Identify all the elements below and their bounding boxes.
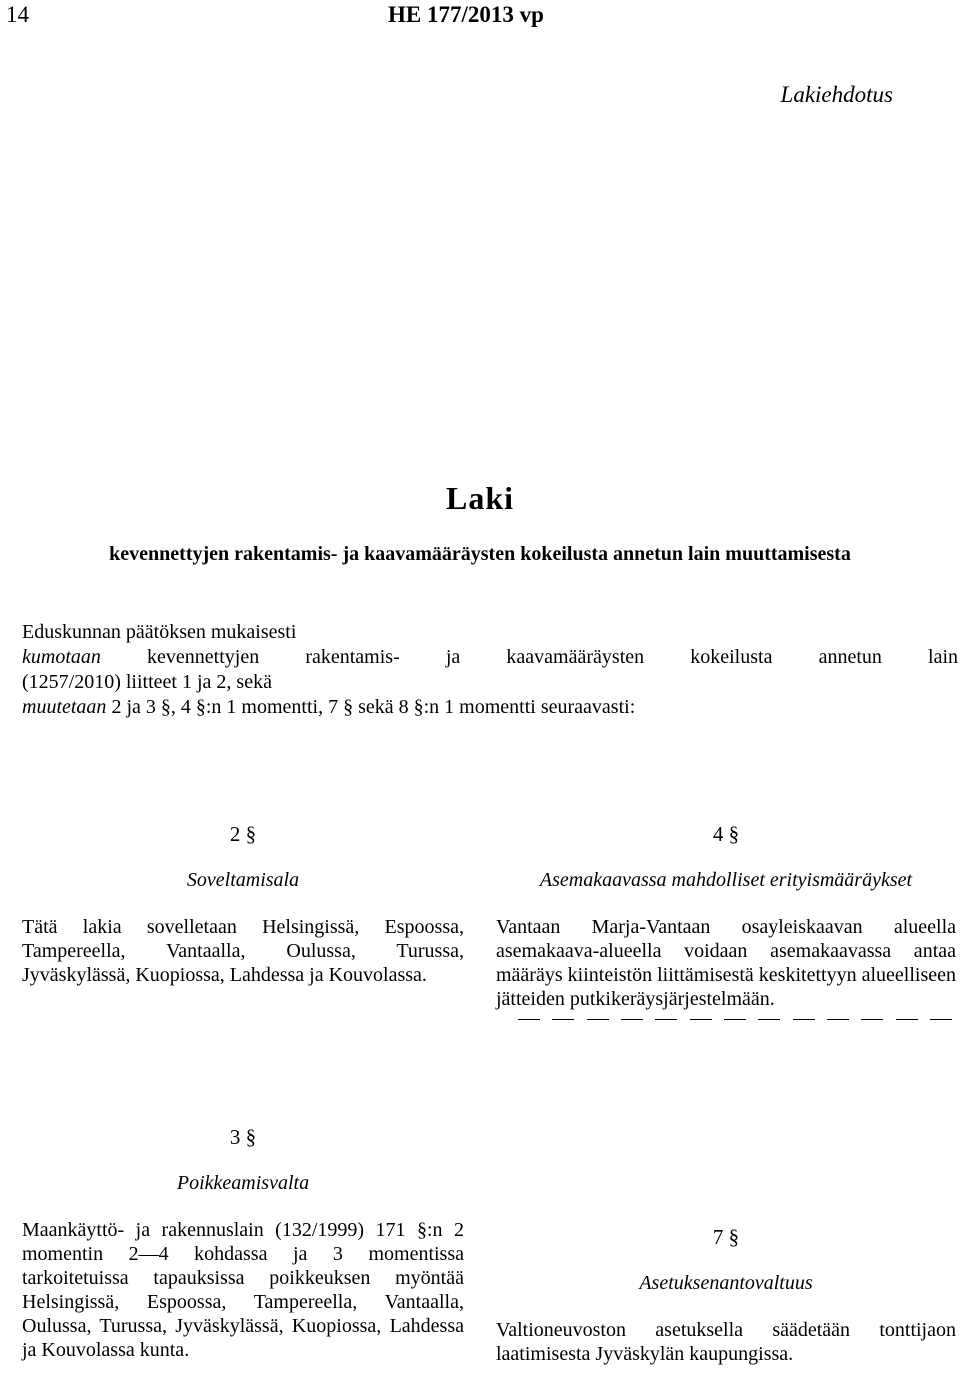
repeal-line-2: (1257/2010) liitteet 1 ja 2, sekä: [22, 671, 272, 693]
draft-label: Lakiehdotus: [780, 82, 893, 107]
section-3: [22, 1125, 464, 1362]
document-id: HE 177/2013 vp: [388, 2, 544, 27]
law-subtitle: kevennettyjen rakentamis- ja kaavamääräysten kokeilusta annetun lain muuttamisesta: [109, 543, 851, 565]
amend-text: 2 ja 3 §, 4 §:n 1 momentti, 7 § sekä 8 §:n 1 momentti seuraavasti:: [111, 696, 636, 718]
section-2: [22, 822, 464, 987]
section-body: Vantaan Marja-Vantaan osayleiskaavan alueella asemakaava-alueella voidaan asemakaavassa antaa määräys kiinteistön liittämisestä keskitettyyn alueelliseen jätteiden putkikeräysjärjestelmään.: [496, 916, 956, 1010]
law-title: Laki: [445, 480, 515, 516]
amend-line: [22, 695, 958, 720]
section-number: 3 §: [229, 1125, 257, 1149]
section-heading: Soveltamisala: [186, 869, 300, 891]
amend-verb: muutetaan: [22, 696, 107, 718]
repeal-text: kevennettyjen rakentamis- ja kaavamääräysten kokeilusta annetun lain: [147, 646, 959, 668]
section-number: 4 §: [712, 822, 740, 846]
repeal-verb: kumotaan: [22, 646, 101, 668]
page-number: 14: [6, 2, 29, 27]
section-heading: Poikkeamisvalta: [176, 1172, 310, 1194]
repeal-line: [22, 645, 958, 670]
omission-dash-line: [496, 1019, 956, 1020]
section-number: 2 §: [229, 822, 257, 846]
section-heading: Asetuksenantovaltuus: [639, 1272, 813, 1294]
section-body: Tätä lakia sovelletaan Helsingissä, Espoossa, Tampereella, Vantaalla, Oulussa, Turussa, Jyväskylässä, Kuopiossa, Lahdessa ja Kouvolassa.: [22, 916, 464, 986]
enacting-clause: [22, 620, 958, 720]
section-body: Valtioneuvoston asetuksella säädetään tonttijaon laatimisesta Jyväskylän kaupungissa.: [496, 1319, 956, 1365]
enacting-line: Eduskunnan päätöksen mukaisesti: [22, 621, 297, 643]
section-number: 7 §: [712, 1225, 740, 1249]
section-4: [496, 822, 956, 1020]
section-7: [496, 1225, 956, 1366]
section-heading: Asemakaavassa mahdolliset erityismääräykset: [539, 869, 913, 891]
section-body: Maankäyttö- ja rakennuslain (132/1999) 171 §:n 2 momentin 2—4 kohdassa ja 3 momentissa tarkoitetuissa tapauksissa poikkeuksen myöntää Helsingissä, Espoossa, Tampereella, Vantaalla, Oulussa, Turussa, Jyväskylässä, Kuopiossa, Lahdessa ja Kouvolassa kunta.: [22, 1219, 464, 1361]
